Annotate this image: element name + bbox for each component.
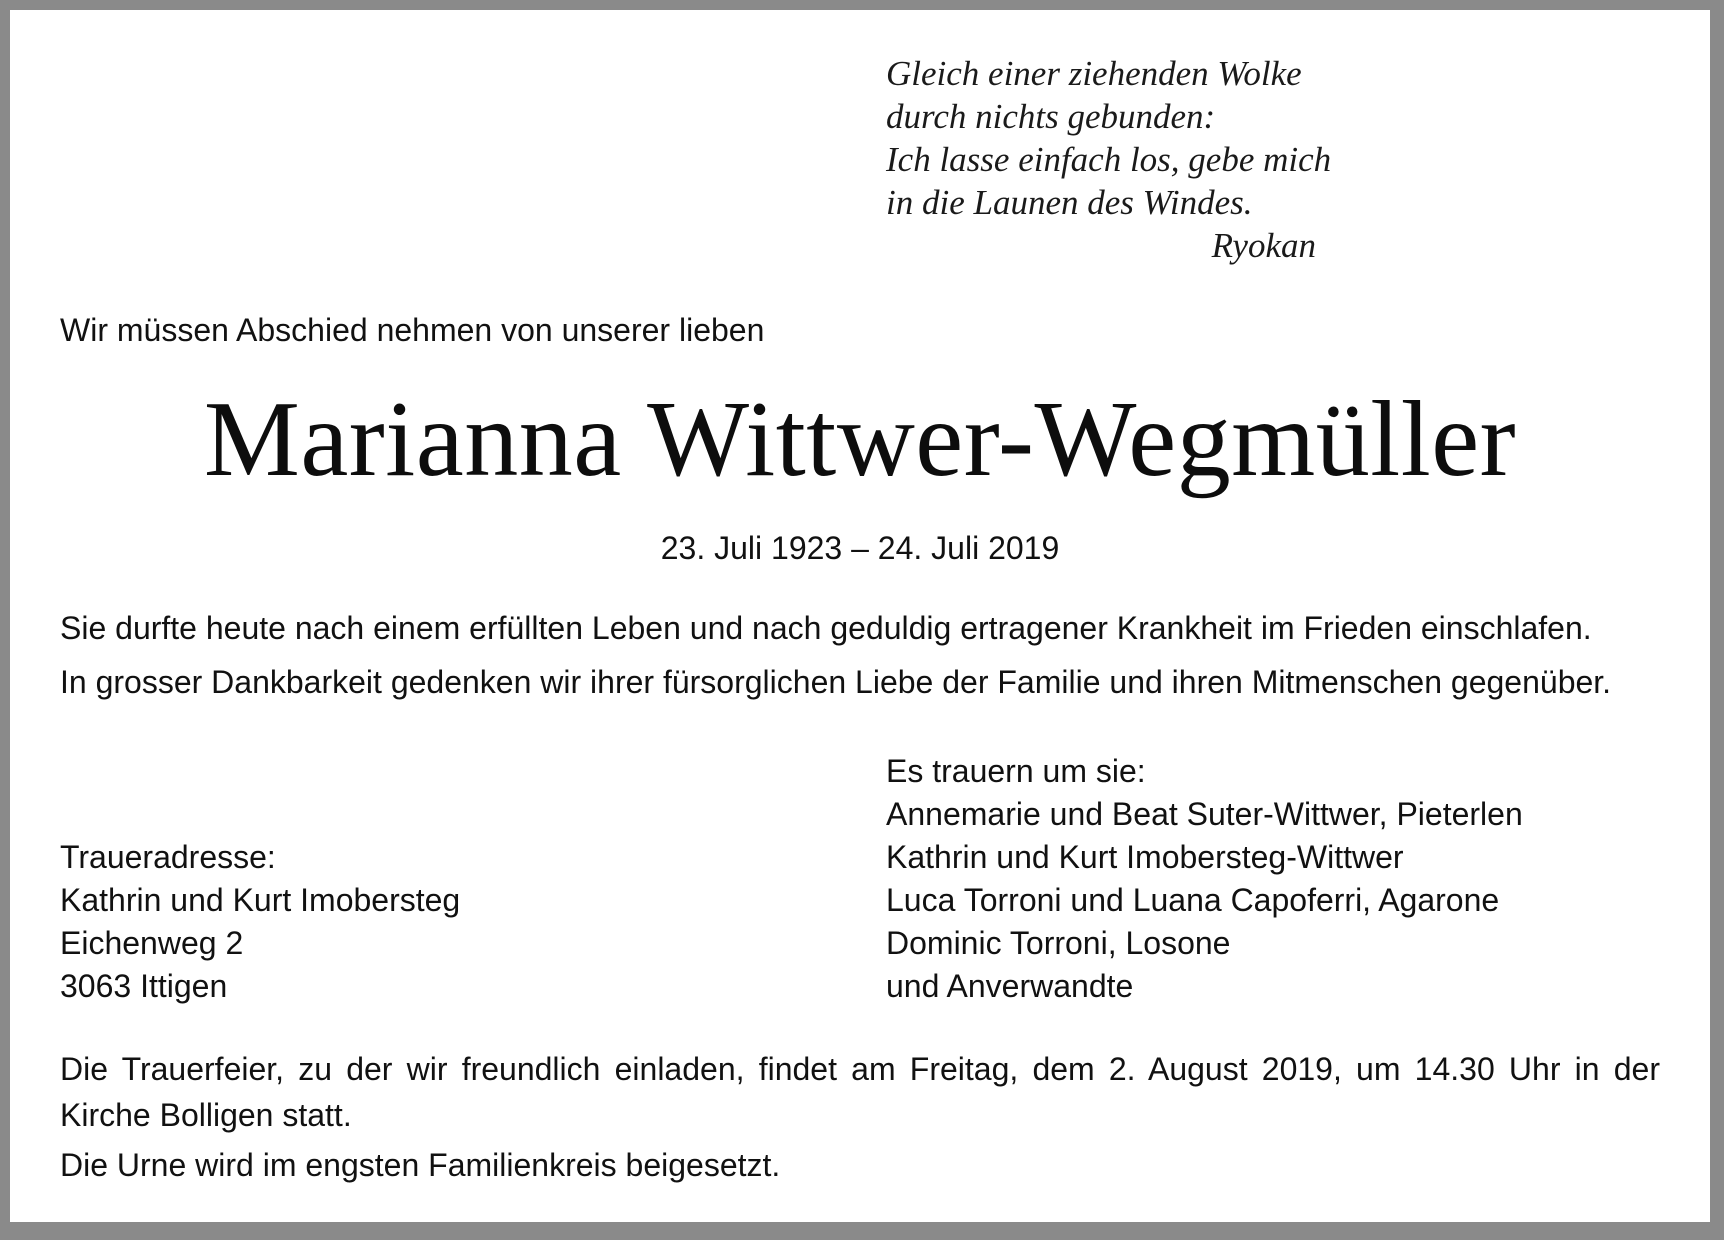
body-paragraph: Sie durfte heute nach einem erfüllten Leben und nach geduldig ertragener Krankheit im Frieden einschlafen. [60, 610, 1592, 646]
address-label: Traueradresse: [60, 839, 276, 875]
body-paragraph: In grosser Dankbarkeit gedenken wir ihrer fürsorglichen Liebe der Familie und ihren Mitmenschen gegenüber. [60, 664, 1612, 700]
intro-text: Wir müssen Abschied nehmen von unserer lieben [60, 312, 765, 348]
mourner-line: Kathrin und Kurt Imobersteg-Wittwer [886, 839, 1404, 875]
poem-line: Ich lasse einfach los, gebe mich [886, 140, 1332, 179]
mourning-address [60, 836, 460, 1008]
mourner-line: Annemarie und Beat Suter-Wittwer, Pieterlen [886, 796, 1523, 832]
poem-line: in die Launen des Windes. [886, 183, 1253, 222]
address-line: Eichenweg 2 [60, 925, 244, 961]
poem-line: Gleich einer ziehenden Wolke [886, 54, 1302, 93]
ceremony-paragraph: Die Trauerfeier, zu der wir freundlich einladen, findet am Freitag, dem 2. August 2019, um 14.30 Uhr in der Kirche Bolligen statt. [60, 1051, 1660, 1133]
urn-paragraph: Die Urne wird im engsten Familienkreis beigesetzt. [60, 1147, 781, 1183]
obituary-body [60, 608, 1611, 716]
life-dates: 23. Juli 1923 – 24. Juli 2019 [660, 530, 1060, 566]
poem-line: durch nichts gebunden: [886, 97, 1216, 136]
poem [886, 52, 1332, 267]
address-line: 3063 Ittigen [60, 968, 228, 1004]
mourner-line: Luca Torroni und Luana Capoferri, Agarone [886, 882, 1500, 918]
ceremony-info [60, 1046, 1660, 1192]
mourner-line: und Anverwandte [886, 968, 1134, 1004]
deceased-name: Marianna Wittwer-Wegmüller [203, 380, 1517, 499]
mourners-list [886, 750, 1523, 1008]
address-line: Kathrin und Kurt Imobersteg [60, 882, 461, 918]
obituary-page [10, 10, 1710, 1222]
poem-author: Ryokan [1211, 226, 1316, 265]
mourners-label: Es trauern um sie: [886, 753, 1146, 789]
mourner-line: Dominic Torroni, Losone [886, 925, 1231, 961]
